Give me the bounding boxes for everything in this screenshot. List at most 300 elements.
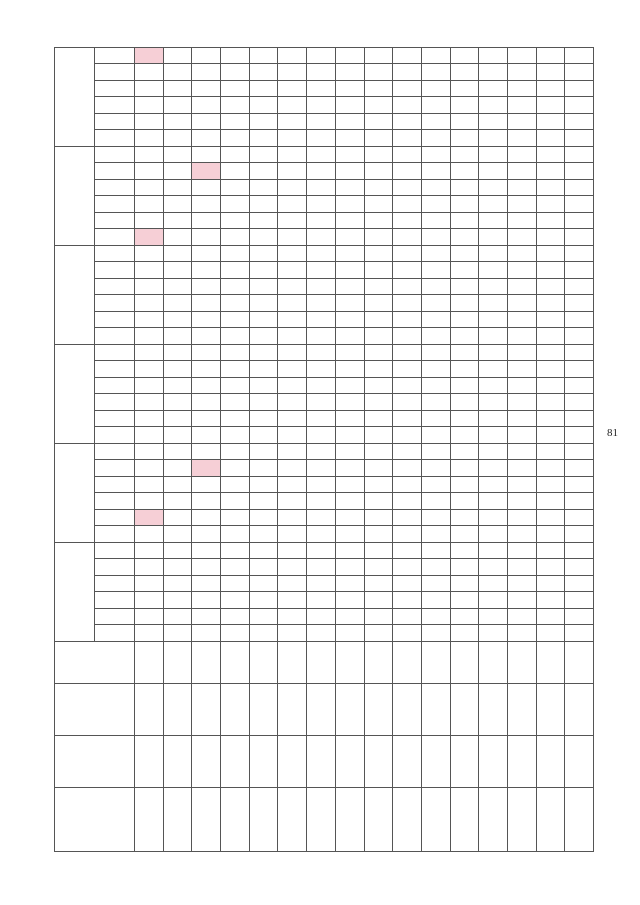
- table-cell: [135, 576, 164, 593]
- cell-disc1: [307, 736, 336, 788]
- table-cell: [507, 130, 536, 147]
- table-cell: [249, 427, 278, 444]
- table-cell: [536, 312, 565, 329]
- table-cell: [565, 427, 594, 444]
- table-cell: [221, 345, 250, 362]
- table-cell: [507, 576, 536, 593]
- table-cell: [479, 312, 508, 329]
- table-cell: [192, 279, 221, 296]
- subcol-header: [95, 64, 135, 81]
- cell-dtn: [536, 642, 565, 684]
- table-cell: [479, 262, 508, 279]
- table-cell: [536, 493, 565, 510]
- table-cell: [163, 444, 192, 461]
- table-cell: [450, 411, 479, 428]
- table-cell: [450, 213, 479, 230]
- table-cell: [335, 262, 364, 279]
- table-cell: [192, 460, 221, 477]
- table-cell: [278, 510, 307, 527]
- table-cell: [335, 180, 364, 197]
- table-cell: [450, 625, 479, 642]
- table-cell: [135, 81, 164, 98]
- table-cell: [364, 180, 393, 197]
- subcol-header: [95, 147, 135, 164]
- table-cell: [393, 163, 422, 180]
- table-cell: [507, 510, 536, 527]
- table-cell: [135, 312, 164, 329]
- table-cell: [565, 394, 594, 411]
- table-cell: [479, 130, 508, 147]
- table-cell: [393, 312, 422, 329]
- table-cell: [393, 609, 422, 626]
- table-cell: [249, 460, 278, 477]
- cell-disc2: [163, 684, 192, 736]
- table-cell: [393, 592, 422, 609]
- table-cell: [565, 114, 594, 131]
- cell-disc2: [536, 684, 565, 736]
- table-cell: [335, 114, 364, 131]
- cell-disc2: [421, 684, 450, 736]
- table-cell: [278, 180, 307, 197]
- table-cell: [249, 361, 278, 378]
- table-row: [135, 48, 164, 852]
- table-cell: [393, 625, 422, 642]
- table-cell: [450, 279, 479, 296]
- table-cell: [536, 543, 565, 560]
- table-cell: [135, 64, 164, 81]
- table-cell: [307, 180, 336, 197]
- table-row: [249, 48, 278, 852]
- table-cell: [278, 295, 307, 312]
- table-cell: [307, 312, 336, 329]
- table-cell: [393, 213, 422, 230]
- cell-disc2: [565, 684, 594, 736]
- cell-element: [565, 788, 594, 852]
- table-cell: [163, 345, 192, 362]
- table-cell: [192, 493, 221, 510]
- table-cell: [307, 114, 336, 131]
- cell-dtn: [507, 642, 536, 684]
- table-cell: [450, 163, 479, 180]
- table-cell: [192, 345, 221, 362]
- table-row: [393, 48, 422, 852]
- table-cell: [565, 328, 594, 345]
- table-cell: [135, 444, 164, 461]
- cell-dtn: [192, 642, 221, 684]
- cell-dtn: [565, 642, 594, 684]
- table-cell: [163, 328, 192, 345]
- table-cell: [335, 279, 364, 296]
- table-cell: [163, 460, 192, 477]
- table-cell: [335, 411, 364, 428]
- table-cell: [249, 312, 278, 329]
- table-cell: [393, 526, 422, 543]
- table-cell: [278, 411, 307, 428]
- table-cell: [364, 163, 393, 180]
- table-cell: [335, 196, 364, 213]
- table-cell: [221, 477, 250, 494]
- table-cell: [479, 510, 508, 527]
- table-cell: [221, 592, 250, 609]
- table-cell: [450, 262, 479, 279]
- table-cell: [221, 411, 250, 428]
- table-cell: [192, 559, 221, 576]
- table-cell: [278, 526, 307, 543]
- cell-disc1: [221, 736, 250, 788]
- table-cell: [364, 543, 393, 560]
- table-cell: [192, 543, 221, 560]
- table-cell: [421, 477, 450, 494]
- table-cell: [364, 147, 393, 164]
- subcol-header: [95, 114, 135, 131]
- table-cell: [507, 493, 536, 510]
- table-cell: [450, 592, 479, 609]
- table-cell: [335, 130, 364, 147]
- table-cell: [421, 213, 450, 230]
- cell-disc2: [507, 684, 536, 736]
- table-cell: [163, 576, 192, 593]
- header-dtn: [55, 642, 135, 684]
- table-cell: [364, 345, 393, 362]
- table-cell: [479, 64, 508, 81]
- table-cell: [163, 262, 192, 279]
- subcol-header: [95, 378, 135, 395]
- table-cell: [393, 147, 422, 164]
- table-cell: [221, 180, 250, 197]
- table-cell: [536, 246, 565, 263]
- table-cell: [163, 147, 192, 164]
- table-cell: [507, 477, 536, 494]
- table-cell: [335, 229, 364, 246]
- table-cell: [192, 411, 221, 428]
- table-cell: [163, 411, 192, 428]
- table-cell: [536, 64, 565, 81]
- table-cell: [421, 625, 450, 642]
- table-cell: [192, 378, 221, 395]
- table-cell: [565, 163, 594, 180]
- subcol-header: [95, 559, 135, 576]
- cell-dtn: [249, 642, 278, 684]
- table-cell: [565, 295, 594, 312]
- table-cell: [364, 411, 393, 428]
- table-row: [536, 48, 565, 852]
- table-cell: [307, 477, 336, 494]
- table-cell: [507, 444, 536, 461]
- table-cell: [565, 559, 594, 576]
- header-disc1: [55, 736, 135, 788]
- table-cell: [507, 427, 536, 444]
- table-cell: [536, 394, 565, 411]
- table-cell: [421, 543, 450, 560]
- table-cell: [307, 609, 336, 626]
- table-cell: [307, 64, 336, 81]
- table-cell: [507, 592, 536, 609]
- table-cell: [221, 576, 250, 593]
- subcol-header: [95, 592, 135, 609]
- table-cell: [135, 526, 164, 543]
- data-table: [54, 47, 594, 852]
- table-cell: [278, 213, 307, 230]
- table-cell: [565, 81, 594, 98]
- table-cell: [479, 625, 508, 642]
- cell-dtn: [163, 642, 192, 684]
- table-cell: [221, 246, 250, 263]
- table-cell: [393, 394, 422, 411]
- table-cell: [335, 64, 364, 81]
- cell-disc2: [307, 684, 336, 736]
- table-cell: [335, 526, 364, 543]
- table-cell: [421, 229, 450, 246]
- cell-element: [278, 788, 307, 852]
- table-cell: [565, 543, 594, 560]
- table-cell: [450, 460, 479, 477]
- table-cell: [221, 147, 250, 164]
- table-cell: [278, 559, 307, 576]
- table-cell: [307, 163, 336, 180]
- table-cell: [421, 559, 450, 576]
- table-cell: [565, 345, 594, 362]
- table-cell: [479, 493, 508, 510]
- table-cell: [307, 493, 336, 510]
- table-cell: [507, 295, 536, 312]
- table-cell: [536, 163, 565, 180]
- table-cell: [479, 361, 508, 378]
- table-cell: [163, 279, 192, 296]
- table-cell: [135, 460, 164, 477]
- table-cell: [364, 427, 393, 444]
- year-header: [55, 543, 95, 642]
- table-cell: [135, 196, 164, 213]
- table-cell: [335, 510, 364, 527]
- table-cell: [450, 477, 479, 494]
- table-cell: [421, 411, 450, 428]
- table-cell: [135, 559, 164, 576]
- table-cell: [221, 48, 250, 65]
- subcol-header: [95, 180, 135, 197]
- table-cell: [249, 394, 278, 411]
- table-cell: [479, 460, 508, 477]
- table-cell: [421, 493, 450, 510]
- table-cell: [364, 213, 393, 230]
- table-cell: [450, 609, 479, 626]
- table-cell: [249, 411, 278, 428]
- table-cell: [450, 345, 479, 362]
- table-row: [221, 48, 250, 852]
- table-cell: [249, 81, 278, 98]
- table-cell: [364, 97, 393, 114]
- table-cell: [479, 411, 508, 428]
- cell-disc1: [565, 736, 594, 788]
- table-cell: [536, 411, 565, 428]
- table-cell: [278, 279, 307, 296]
- table-cell: [249, 295, 278, 312]
- table-row: [192, 48, 221, 852]
- subcol-header: [95, 345, 135, 362]
- cell-disc2: [192, 684, 221, 736]
- cell-disc2: [249, 684, 278, 736]
- table-cell: [249, 196, 278, 213]
- cell-dtn: [135, 642, 164, 684]
- table-cell: [307, 378, 336, 395]
- table-cell: [393, 279, 422, 296]
- table-cell: [192, 328, 221, 345]
- table-cell: [507, 97, 536, 114]
- cell-disc2: [135, 684, 164, 736]
- table-cell: [393, 328, 422, 345]
- cell-dtn: [307, 642, 336, 684]
- table-cell: [479, 609, 508, 626]
- table-cell: [479, 295, 508, 312]
- table-cell: [135, 427, 164, 444]
- table-cell: [565, 279, 594, 296]
- cell-disc1: [536, 736, 565, 788]
- table-cell: [192, 526, 221, 543]
- table-cell: [450, 81, 479, 98]
- cell-dtn: [364, 642, 393, 684]
- table-cell: [450, 246, 479, 263]
- table-cell: [507, 246, 536, 263]
- table-cell: [249, 279, 278, 296]
- subcol-header: [95, 460, 135, 477]
- table-cell: [163, 196, 192, 213]
- table-cell: [479, 180, 508, 197]
- table-cell: [393, 361, 422, 378]
- table-cell: [335, 444, 364, 461]
- table-cell: [565, 312, 594, 329]
- table-cell: [565, 64, 594, 81]
- table-cell: [364, 48, 393, 65]
- subcol-header: [95, 427, 135, 444]
- table-cell: [221, 427, 250, 444]
- cell-element: [163, 788, 192, 852]
- table-cell: [450, 130, 479, 147]
- table-cell: [278, 81, 307, 98]
- table-cell: [221, 64, 250, 81]
- table-cell: [421, 180, 450, 197]
- table-cell: [307, 345, 336, 362]
- table-cell: [479, 378, 508, 395]
- table-cell: [565, 97, 594, 114]
- table-row: [479, 48, 508, 852]
- table-cell: [135, 97, 164, 114]
- table-cell: [249, 345, 278, 362]
- table-cell: [565, 609, 594, 626]
- table-cell: [421, 345, 450, 362]
- table-cell: [421, 510, 450, 527]
- table-cell: [565, 48, 594, 65]
- table-cell: [364, 510, 393, 527]
- table-cell: [479, 246, 508, 263]
- table-cell: [335, 609, 364, 626]
- cell-dtn: [335, 642, 364, 684]
- table-cell: [192, 114, 221, 131]
- table-cell: [507, 262, 536, 279]
- subcol-header: [95, 262, 135, 279]
- subcol-header: [95, 246, 135, 263]
- cell-disc2: [479, 684, 508, 736]
- table-cell: [135, 609, 164, 626]
- table-cell: [335, 543, 364, 560]
- table-cell: [192, 163, 221, 180]
- table-cell: [450, 229, 479, 246]
- table-cell: [421, 81, 450, 98]
- table-cell: [335, 592, 364, 609]
- table-cell: [249, 114, 278, 131]
- table-cell: [307, 48, 336, 65]
- table-cell: [163, 559, 192, 576]
- table-cell: [307, 394, 336, 411]
- table-cell: [450, 97, 479, 114]
- table-row: [450, 48, 479, 852]
- table-cell: [479, 48, 508, 65]
- table-cell: [421, 48, 450, 65]
- subcol-header: [95, 81, 135, 98]
- table-cell: [565, 592, 594, 609]
- table-cell: [335, 477, 364, 494]
- table-cell: [221, 213, 250, 230]
- table-cell: [479, 559, 508, 576]
- table-cell: [393, 97, 422, 114]
- table-cell: [335, 81, 364, 98]
- table-cell: [135, 246, 164, 263]
- table-cell: [364, 279, 393, 296]
- cell-element: [393, 788, 422, 852]
- table-cell: [192, 592, 221, 609]
- table-cell: [450, 394, 479, 411]
- cell-element: [364, 788, 393, 852]
- table-cell: [135, 213, 164, 230]
- table-cell: [278, 328, 307, 345]
- table-cell: [249, 213, 278, 230]
- table-cell: [163, 48, 192, 65]
- table-cell: [450, 180, 479, 197]
- table-cell: [393, 64, 422, 81]
- table-cell: [364, 196, 393, 213]
- table-cell: [221, 163, 250, 180]
- table-cell: [307, 196, 336, 213]
- table-cell: [135, 147, 164, 164]
- table-cell: [221, 262, 250, 279]
- table-cell: [278, 97, 307, 114]
- table-cell: [393, 378, 422, 395]
- table-cell: [393, 543, 422, 560]
- table-cell: [565, 262, 594, 279]
- table-cell: [421, 97, 450, 114]
- table-cell: [393, 246, 422, 263]
- subcol-header: [95, 609, 135, 626]
- table-cell: [364, 609, 393, 626]
- cell-disc2: [450, 684, 479, 736]
- table-row: [364, 48, 393, 852]
- table-cell: [393, 114, 422, 131]
- table-cell: [192, 576, 221, 593]
- cell-element: [249, 788, 278, 852]
- cell-disc1: [278, 736, 307, 788]
- table-cell: [536, 427, 565, 444]
- cell-element: [307, 788, 336, 852]
- table-cell: [507, 312, 536, 329]
- table-cell: [221, 114, 250, 131]
- table-cell: [507, 163, 536, 180]
- table-cell: [163, 625, 192, 642]
- table-cell: [565, 493, 594, 510]
- table-cell: [335, 559, 364, 576]
- table-cell: [249, 493, 278, 510]
- table-cell: [364, 246, 393, 263]
- table-cell: [421, 592, 450, 609]
- table-cell: [221, 130, 250, 147]
- table-cell: [450, 510, 479, 527]
